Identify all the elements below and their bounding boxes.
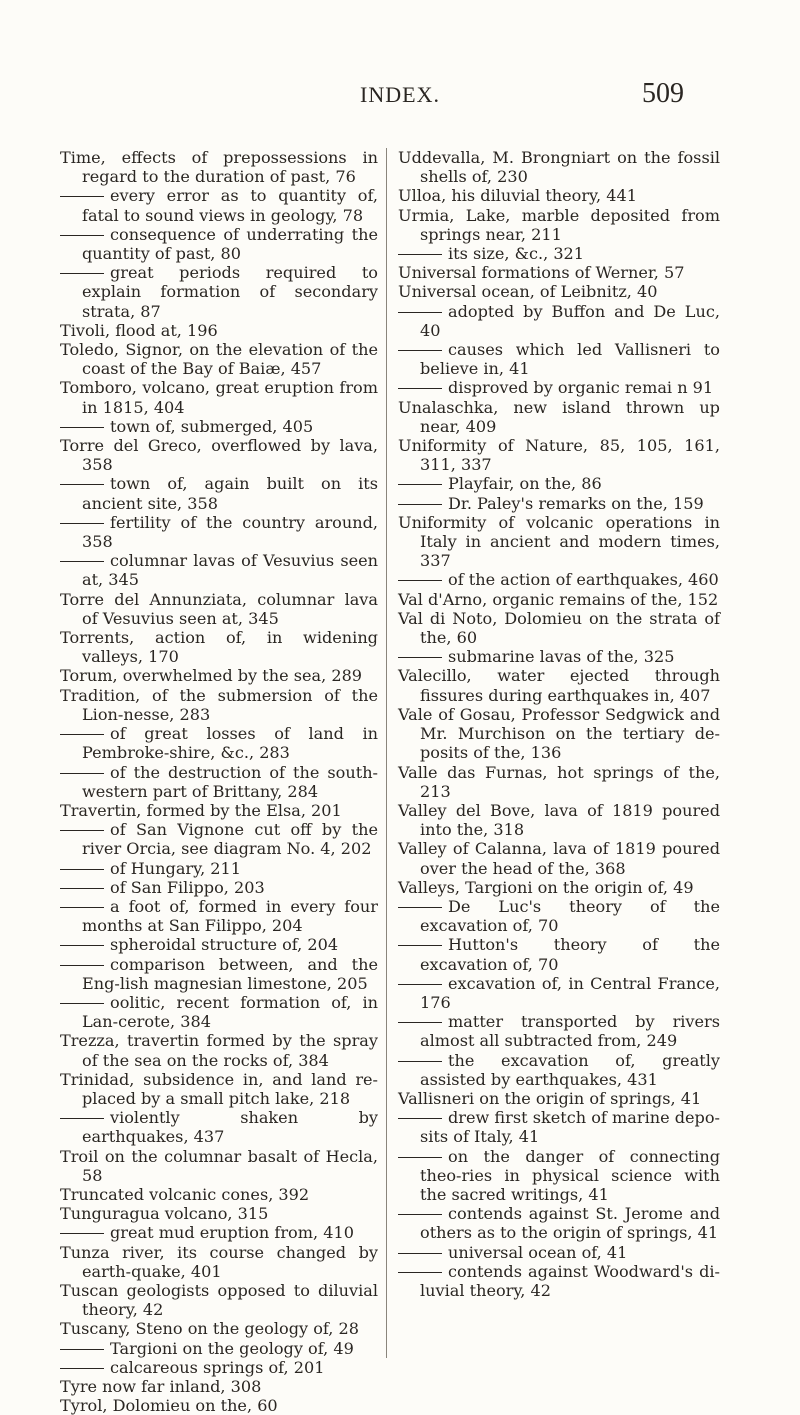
index-entry <box>398 398 720 436</box>
repeat-dash <box>398 350 442 351</box>
index-entry <box>398 436 720 474</box>
entry-text: Torre del Greco, overflowed by lava, 358 <box>60 436 378 475</box>
entry-text: Tivoli, flood at, 196 <box>60 320 218 340</box>
repeat-dash <box>398 984 442 985</box>
repeat-dash <box>398 1214 442 1215</box>
index-entry <box>60 1031 378 1069</box>
entry-text: calcareous springs of, 201 <box>110 1357 325 1377</box>
index-subentry <box>398 1262 720 1300</box>
repeat-dash <box>398 312 442 313</box>
index-subentry <box>398 974 720 1012</box>
repeat-dash <box>60 1368 104 1369</box>
entry-text: oolitic, recent formation of, in Lan-cerote, 384 <box>82 992 378 1032</box>
entry-text: Valley of Calanna, lava of 1819 poured over the head of the, 368 <box>398 839 720 878</box>
entry-text: Tradition, of the submersion of the Lion-nesse, 283 <box>60 685 378 724</box>
repeat-dash <box>398 484 442 485</box>
index-entry <box>398 148 720 186</box>
repeat-dash <box>60 273 104 274</box>
index-column-right <box>398 148 720 1300</box>
index-subentry <box>60 820 378 858</box>
entry-text: the excavation of, greatly assisted by earthquakes, 431 <box>420 1050 720 1089</box>
index-entry <box>398 666 720 704</box>
entry-text: contends against Woodward's di-luvial theory, 42 <box>420 1261 720 1300</box>
repeat-dash <box>60 869 104 870</box>
index-entry <box>60 686 378 724</box>
index-entry <box>60 666 378 685</box>
index-entry <box>398 839 720 877</box>
entry-text: consequence of underrating the quantity of past, 80 <box>82 224 378 264</box>
index-entry <box>60 1204 378 1223</box>
index-entry <box>60 628 378 666</box>
entry-text: De Luc's theory of the excavation of, 70 <box>420 896 720 936</box>
repeat-dash <box>398 1061 442 1062</box>
index-subentry <box>398 897 720 935</box>
entry-text: Valleys, Targioni on the origin of, 49 <box>398 877 694 897</box>
entry-text: universal ocean of, 41 <box>448 1242 628 1262</box>
entry-text: contends against St. Jerome and others as to the origin of springs, 41 <box>420 1204 720 1243</box>
index-entry <box>398 878 720 897</box>
repeat-dash <box>398 657 442 658</box>
repeat-dash <box>60 1233 104 1234</box>
index-entry <box>398 801 720 839</box>
repeat-dash <box>398 388 442 389</box>
entry-text: causes which led Vallisneri to believe in, 41 <box>420 340 720 379</box>
repeat-dash <box>398 907 442 908</box>
entry-text: Tomboro, volcano, great eruption from in 1815, 404 <box>60 378 378 417</box>
index-entry <box>60 1243 378 1281</box>
index-entry <box>60 1319 378 1338</box>
entry-text: violently shaken by earthquakes, 437 <box>82 1108 378 1147</box>
entry-text: Travertin, formed by the Elsa, 201 <box>60 800 342 820</box>
entry-text: of San Filippo, 203 <box>110 877 265 897</box>
index-subentry <box>60 859 378 878</box>
entry-text: of the action of earthquakes, 460 <box>448 570 719 590</box>
entry-text: Torum, overwhelmed by the sea, 289 <box>60 666 363 686</box>
index-entry <box>60 1281 378 1319</box>
entry-text: Tyrol, Dolomieu on the, 60 <box>60 1396 278 1415</box>
entry-text: of great losses of land in Pembroke-shire, &c., 283 <box>82 724 378 763</box>
column-divider <box>386 148 387 1358</box>
entry-text: Universal formations of Werner, 57 <box>398 263 685 283</box>
index-entry <box>398 282 720 301</box>
entry-text: Valecillo, water ejected through fissures during earthquakes in, 407 <box>398 666 720 705</box>
entry-text: matter transported by rivers almost all subtracted from, 249 <box>420 1012 720 1051</box>
repeat-dash <box>398 1157 442 1158</box>
index-subentry <box>60 1223 378 1242</box>
entry-text: Vallisneri on the origin of springs, 41 <box>398 1088 702 1108</box>
index-subentry <box>398 1147 720 1205</box>
index-entry <box>398 609 720 647</box>
repeat-dash <box>60 235 104 236</box>
entry-text: Toledo, Signor, on the elevation of the coast of the Bay of Baiæ, 457 <box>60 340 378 379</box>
entry-text: columnar lavas of Vesuvius seen at, 345 <box>82 551 378 590</box>
entry-text: town of, again built on its ancient site, 358 <box>82 474 378 513</box>
index-subentry <box>398 1051 720 1089</box>
index-subentry <box>398 1108 720 1146</box>
entry-text: Uddevalla, M. Brongniart on the fossil shells of, 230 <box>398 148 720 187</box>
index-subentry <box>60 474 378 512</box>
entry-text: Time, effects of prepossessions in regard to the duration of past, 76 <box>60 148 378 187</box>
repeat-dash <box>398 580 442 581</box>
entry-text: Uniformity of volcanic operations in Italy in ancient and modern times, 337 <box>398 512 720 571</box>
repeat-dash <box>60 907 104 908</box>
repeat-dash <box>398 1118 442 1119</box>
index-entry <box>398 763 720 801</box>
entry-text: Universal ocean, of Leibnitz, 40 <box>398 282 658 302</box>
index-subentry <box>60 955 378 993</box>
index-entry <box>60 1185 378 1204</box>
index-subentry <box>398 494 720 513</box>
index-subentry <box>398 1012 720 1050</box>
index-subentry <box>60 1339 378 1358</box>
index-entry <box>60 590 378 628</box>
repeat-dash <box>60 484 104 485</box>
repeat-dash <box>60 945 104 946</box>
entry-text: Tuscan geologists opposed to diluvial theory, 42 <box>60 1280 378 1320</box>
index-subentry <box>398 570 720 589</box>
entry-text: Tunguragua volcano, 315 <box>60 1204 269 1224</box>
entry-text: Val di Noto, Dolomieu on the strata of the, 60 <box>398 608 720 648</box>
entry-text: Valle das Furnas, hot springs of the, 213 <box>398 762 720 801</box>
index-entry <box>398 590 720 609</box>
page-header <box>0 78 800 114</box>
index-subentry <box>398 1204 720 1242</box>
index-entry <box>60 801 378 820</box>
entry-text: Unalaschka, new island thrown up near, 409 <box>398 397 720 436</box>
entry-text: submarine lavas of the, 325 <box>448 647 675 667</box>
entry-text: Torre del Annunziata, columnar lava of Vesuvius seen at, 345 <box>60 589 378 628</box>
index-entry <box>60 1396 378 1415</box>
entry-text: Playfair, on the, 86 <box>448 474 602 494</box>
index-subentry <box>60 513 378 551</box>
repeat-dash <box>60 1349 104 1350</box>
index-entry <box>60 1377 378 1396</box>
entry-text: drew first sketch of marine depo-sits of Italy, 41 <box>420 1108 720 1147</box>
index-subentry <box>398 302 720 340</box>
index-subentry <box>60 417 378 436</box>
entry-text: comparison between, and the Eng-lish magnesian limestone, 205 <box>82 954 378 993</box>
index-entry <box>60 1147 378 1185</box>
index-entry <box>398 186 720 205</box>
entry-text: great periods required to explain formation of secondary strata, 87 <box>82 263 378 321</box>
entry-text: of Hungary, 211 <box>110 858 242 878</box>
index-subentry <box>398 647 720 666</box>
entry-text: Hutton's theory of the excavation of, 70 <box>420 935 720 974</box>
repeat-dash <box>398 1253 442 1254</box>
repeat-dash <box>60 965 104 966</box>
repeat-dash <box>398 504 442 505</box>
entry-text: every error as to quantity of, fatal to sound views in geology, 78 <box>82 186 378 225</box>
index-entry <box>60 436 378 474</box>
index-subentry <box>60 897 378 935</box>
entry-text: Vale of Gosau, Professor Sedgwick and Mr. Murchison on the tertiary de-posits of the, 136 <box>398 704 720 763</box>
entry-text: Tyre now far inland, 308 <box>60 1377 262 1396</box>
repeat-dash <box>398 1022 442 1023</box>
index-entry <box>60 148 378 186</box>
entry-text: Ulloa, his diluvial theory, 441 <box>398 186 637 206</box>
entry-text: disproved by organic remai n 91 <box>448 378 714 398</box>
entry-text: excavation of, in Central France, 176 <box>420 973 720 1012</box>
index-subentry <box>60 935 378 954</box>
repeat-dash <box>60 888 104 889</box>
entry-text: of San Vignone cut off by the river Orcia, see diagram No. 4, 202 <box>82 820 378 859</box>
index-column-left <box>60 148 378 1415</box>
index-subentry <box>60 225 378 263</box>
entry-text: of the destruction of the south-western part of Brittany, 284 <box>82 762 378 801</box>
index-subentry <box>398 1243 720 1262</box>
repeat-dash <box>60 523 104 524</box>
entry-text: on the danger of connecting theo-ries in physical science with the sacred writings, 41 <box>420 1146 720 1204</box>
repeat-dash <box>60 196 104 197</box>
index-subentry <box>398 474 720 493</box>
index-subentry <box>398 378 720 397</box>
entry-text: Trezza, travertin formed by the spray of the sea on the rocks of, 384 <box>60 1031 378 1070</box>
entry-text: Urmia, Lake, marble deposited from springs near, 211 <box>398 205 720 244</box>
entry-text: Truncated volcanic cones, 392 <box>60 1184 310 1204</box>
index-entry <box>398 513 720 571</box>
entry-text: adopted by Buffon and De Luc, 40 <box>420 301 720 340</box>
entry-text: fertility of the country around, 358 <box>82 512 378 552</box>
index-subentry <box>398 340 720 378</box>
index-subentry <box>60 878 378 897</box>
index-entry <box>398 206 720 244</box>
repeat-dash <box>60 1118 104 1119</box>
entry-text: its size, &c., 321 <box>448 244 585 264</box>
index-subentry <box>60 1108 378 1146</box>
entry-text: Tunza river, its course changed by earth-quake, 401 <box>60 1242 378 1281</box>
index-entry <box>60 340 378 378</box>
entry-text: Trinidad, subsidence in, and land re-placed by a small pitch lake, 218 <box>60 1069 378 1108</box>
index-subentry <box>60 1358 378 1377</box>
entry-text: great mud eruption from, 410 <box>110 1223 354 1243</box>
repeat-dash <box>398 254 442 255</box>
entry-text: Torrents, action of, in widening valleys, 170 <box>60 628 378 667</box>
repeat-dash <box>60 830 104 831</box>
running-title: INDEX. <box>360 82 440 107</box>
entry-text: Troil on the columnar basalt of Hecla, 58 <box>60 1146 378 1185</box>
index-subentry <box>60 763 378 801</box>
repeat-dash <box>398 1272 442 1273</box>
entry-text: a foot of, formed in every four months at San Filippo, 204 <box>82 896 378 936</box>
entry-text: Uniformity of Nature, 85, 105, 161, 311, 337 <box>398 436 720 475</box>
index-entry <box>398 705 720 763</box>
index-entry <box>60 378 378 416</box>
index-subentry <box>60 186 378 224</box>
entry-text: Valley del Bove, lava of 1819 poured into the, 318 <box>398 800 720 840</box>
entry-text: Tuscany, Steno on the geology of, 28 <box>60 1319 359 1339</box>
repeat-dash <box>60 561 104 562</box>
page-number: 509 <box>642 78 684 109</box>
index-subentry <box>60 724 378 762</box>
index-subentry <box>60 551 378 589</box>
index-entry <box>60 1070 378 1108</box>
index-entry <box>398 1089 720 1108</box>
index-entry <box>398 263 720 282</box>
entry-text: Dr. Paley's remarks on the, 159 <box>448 493 704 513</box>
repeat-dash <box>398 945 442 946</box>
entry-text: town of, submerged, 405 <box>110 416 314 436</box>
repeat-dash <box>60 1003 104 1004</box>
repeat-dash <box>60 734 104 735</box>
repeat-dash <box>60 427 104 428</box>
repeat-dash <box>60 773 104 774</box>
entry-text: spheroidal structure of, 204 <box>110 935 339 955</box>
index-entry <box>60 321 378 340</box>
entry-text: Val d'Arno, organic remains of the, 152 <box>398 589 719 609</box>
index-subentry <box>60 993 378 1031</box>
index-subentry <box>398 935 720 973</box>
entry-text: Targioni on the geology of, 49 <box>110 1338 354 1358</box>
index-subentry <box>60 263 378 321</box>
index-subentry <box>398 244 720 263</box>
